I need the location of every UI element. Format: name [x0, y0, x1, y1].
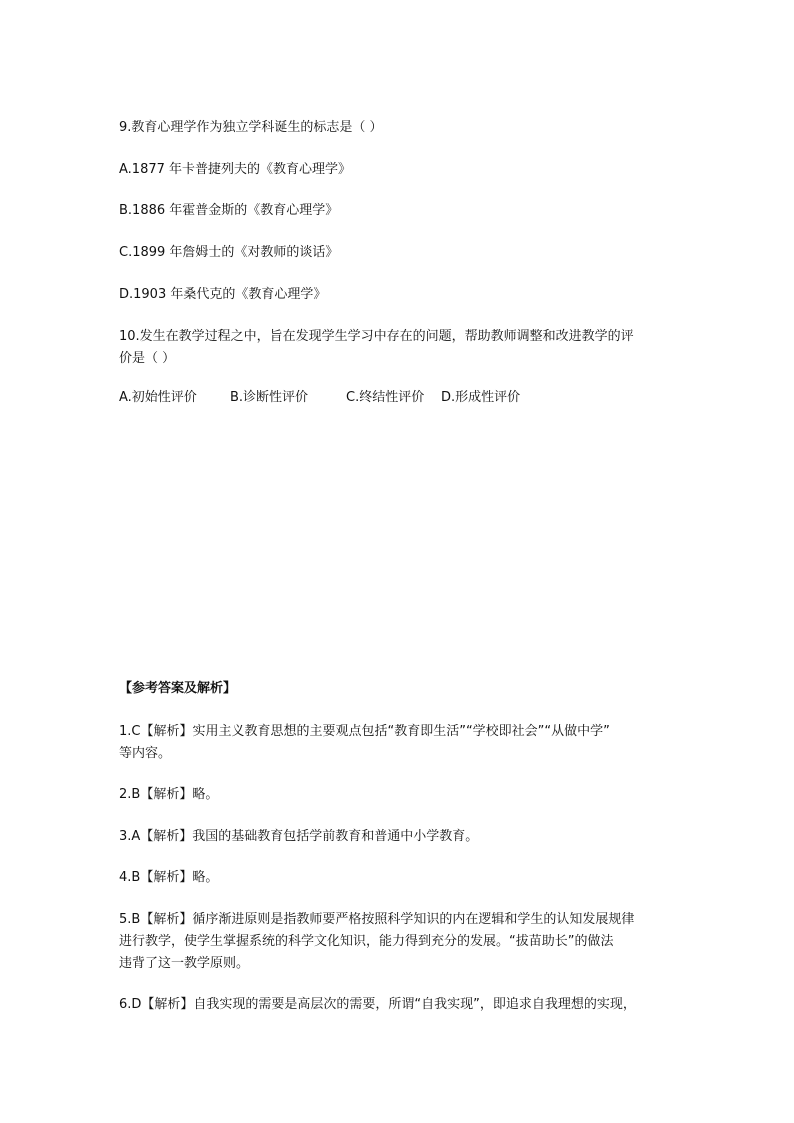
answer-6-line: 6.D【解析】自我实现的需要是高层次的需要，所谓“自我实现”，即追求自我理想的实现，: [119, 997, 636, 1012]
question-9-option-a: A.1877 年卡普捷列夫的《教育心理学》: [119, 162, 352, 177]
answer-5-line: 违背了这一教学原则。: [119, 956, 250, 971]
answer-1-line: 1.C【解析】实用主义教育思想的主要观点包括“教育即生活”“学校即社会”“从做中学”: [119, 724, 610, 739]
answer-1: [119, 721, 679, 765]
answer-2-line: 2.B【解析】略。: [119, 787, 219, 802]
answer-1-line: 等内容。: [119, 746, 172, 761]
answer-3: [119, 826, 679, 848]
answer-4: [119, 867, 679, 889]
question-9-option-d: D.1903 年桑代克的《教育心理学》: [119, 287, 327, 302]
answer-6: [119, 994, 679, 1016]
answer-5-line: 进行教学，使学生掌握系统的科学文化知识，能力得到充分的发展。“拔苗助长”的做法: [119, 934, 614, 949]
question-9-option-b: B.1886 年霍普金斯的《教育心理学》: [119, 203, 339, 218]
answer-4-line: 4.B【解析】略。: [119, 870, 219, 885]
answer-3-line: 3.A【解析】我国的基础教育包括学前教育和普通中小学教育。: [119, 829, 479, 844]
answer-5-line: 5.B【解析】循序渐进原则是指教师要严格按照科学知识的内在逻辑和学生的认知发展规律: [119, 912, 635, 927]
question-9-stem: 9.教育心理学作为独立学科诞生的标志是（ ）: [119, 120, 383, 135]
question-10-stem-line: 10.发生在教学过程之中，旨在发现学生学习中存在的问题，帮助教师调整和改进教学的评: [119, 329, 634, 344]
answer-5: [119, 909, 679, 975]
question-10-option-c: C.终结性评价: [346, 390, 425, 405]
question-10-option-b: B.诊断性评价: [230, 390, 309, 405]
question-10-option-d: D.形成性评价: [441, 390, 521, 405]
question-10-option-a: A.初始性评价: [119, 390, 197, 405]
question-10-stem-line: 价是（ ）: [119, 351, 176, 366]
question-10-options: [119, 388, 679, 408]
question-9-option-c: C.1899 年詹姆士的《对教师的谈话》: [119, 245, 339, 260]
answers-heading: 【参考答案及解析】: [119, 681, 237, 696]
answer-2: [119, 784, 679, 806]
question-10-stem: [119, 326, 679, 370]
